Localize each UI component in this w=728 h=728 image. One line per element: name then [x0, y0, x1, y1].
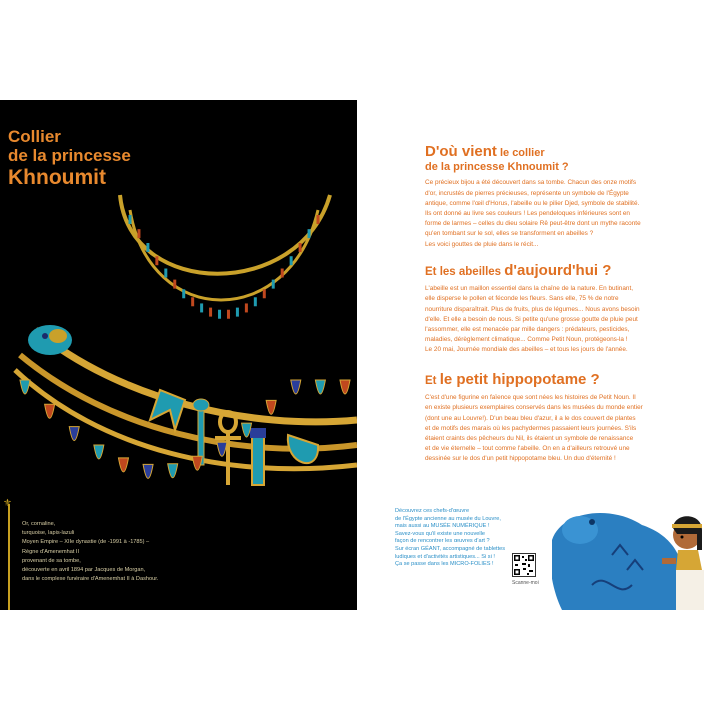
fleur-de-lis-icon: ⚜ — [3, 498, 12, 509]
teardrop-pendant — [45, 404, 55, 418]
pendant-bead — [218, 310, 221, 319]
teardrop-pendant — [118, 458, 128, 472]
paragraph-line: Ils ont donné au livre ses couleurs ! Les pendeloques inférieures sont en — [425, 209, 630, 217]
left-title — [8, 128, 131, 189]
qr-code-icon[interactable] — [512, 553, 536, 577]
right-page — [380, 100, 728, 610]
caption-line: Or, cornaline, — [22, 521, 56, 527]
section-hippopotame — [425, 370, 725, 465]
pendant-bead — [209, 308, 212, 317]
pendant-bead — [182, 289, 185, 298]
caption-line: Règne d'Amenemhat II — [22, 548, 80, 555]
heading-small: le collier — [496, 147, 545, 159]
heading-small: Et les abeilles — [425, 266, 505, 278]
pendant-bead — [299, 243, 302, 252]
promo-line: ludiques et d'activités artistiques... Si si ! — [395, 553, 495, 560]
pendant-bead — [281, 269, 284, 278]
section-paragraph — [425, 178, 725, 249]
paragraph-line: nourriture disparaîtrait. Plus de fruits, plus de légumes... Nous avons besoin — [425, 305, 640, 313]
paragraph-line: d'elle. Et elle a besoin de nous. Si petite qu'une grosse goutte de pluie peut — [425, 315, 638, 323]
paragraph-line: antique, comme l'œil d'Horus, l'abeille ou le pilier Djed, symbole de stabilité. — [425, 199, 640, 207]
promo-line: Ça se passe dans les MICRO-FOLIES ! — [395, 561, 494, 568]
caption-line: provenant de sa tombe, — [22, 557, 81, 564]
promo-line: façon de rencontrer les œuvres d'art ? — [395, 538, 490, 545]
teardrop-pendant — [192, 456, 202, 470]
teardrop-pendant — [217, 442, 227, 456]
heading-small: Et — [425, 375, 440, 387]
title-line-2: de la princesse — [8, 145, 131, 165]
promo-line: de l'Égypte ancienne au musée du Louvre, — [395, 515, 501, 522]
caption-line: Moyen Empire – XIIe dynastie (de -1991 à -1785) – — [22, 539, 150, 546]
pendant-bead — [272, 280, 275, 289]
paragraph-line: (dont une au Louvre!). D'un beau bleu d'azur, il a le dos couvert de plantes — [425, 414, 636, 422]
pendant-bead — [236, 308, 239, 317]
paragraph-line: et de vie éternelle – tout comme l'abeille. On en a d'ailleurs retrouvé une — [425, 445, 630, 453]
paragraph-line: Les voici gouttes de pluie dans le récit... — [425, 240, 539, 248]
paragraph-line: l'assommer, elle est menacée par mille dangers : prédateurs, pesticides, — [425, 326, 630, 333]
section-paragraph — [425, 284, 725, 355]
paragraph-line: forme de larmes – celles du dieu solaire Rê peut-être dont un mythe raconte — [425, 220, 641, 228]
paragraph-line: elle disperse le pollen et féconde les fleurs. Sans elle, 75 % de notre — [425, 295, 619, 303]
hippo-and-child-illustration — [552, 500, 728, 610]
caption-line: dans le complexe funéraire d'Amenemhat II à Dashour. — [22, 576, 159, 583]
heading-big: d'aujourd'hui ? — [504, 262, 612, 279]
pendant-bead — [317, 215, 320, 224]
promo-line: Découvrez ces chefs-d'œuvre — [395, 508, 470, 514]
micro-folie-promo — [395, 508, 525, 569]
section-heading — [425, 142, 725, 174]
caption-line: turquoise, lapis-lazuli — [22, 530, 75, 537]
teardrop-pendant — [168, 464, 178, 478]
paragraph-line: étaient craints des pêcheurs du Nil, ils étaient un symbole de renaissance — [425, 435, 634, 442]
teardrop-pendant — [340, 380, 350, 394]
promo-line: Savez-vous qu'il existe une nouvelle — [395, 530, 485, 537]
pendant-bead — [146, 243, 149, 252]
paragraph-line: et de motifs des marais où les pachydermes passaient leurs journées. S'ils — [425, 424, 637, 432]
title-line-1: Collier — [8, 127, 61, 146]
pendant-bead — [290, 256, 293, 265]
pendant-bead — [200, 303, 203, 312]
caption-line: découverte en avril 1894 par Jacques de Morgan, — [22, 567, 146, 574]
artwork-caption — [22, 520, 357, 584]
section-paragraph — [425, 393, 725, 464]
left-page-photo — [0, 100, 357, 610]
teardrop-pendant — [315, 380, 325, 394]
heading-line-2: de la princesse Khnoumit ? — [425, 161, 569, 174]
teardrop-pendant — [143, 464, 153, 478]
paragraph-line: maladies, dérèglement climatique... Comme Petit Noun, protégeons-la ! — [425, 336, 628, 344]
paragraph-line: L'abeille est un maillon essentiel dans la chaîne de la nature. En butinant, — [425, 285, 633, 293]
pendant-bead — [164, 269, 167, 278]
pendant-bead — [263, 289, 266, 298]
teardrop-pendant — [20, 380, 30, 394]
paragraph-line: qu'en tombant sur le sol, elles se transforment en abeilles ? — [425, 230, 594, 238]
pendant-bead — [227, 310, 230, 319]
section-abeilles — [425, 261, 725, 356]
section-heading — [425, 370, 725, 389]
paragraph-line: dessinée sur le dos d'un petit hippopotame bleu. Un duo d'éternité ! — [425, 455, 616, 463]
pendant-bead — [245, 303, 248, 312]
paragraph-line: d'or, incrustés de pierres précieuses, représente un symbole de l'Égypte — [425, 189, 629, 197]
caption-rule — [8, 504, 10, 610]
pendant-bead — [191, 297, 194, 306]
teardrop-pendant — [94, 445, 104, 459]
heading-big: le petit hippopotame ? — [439, 371, 600, 388]
teardrop-pendant — [291, 380, 301, 394]
paragraph-line: en existe plusieurs exemplaires conservés dans les musées du monde entier — [425, 404, 643, 412]
pendant-bead — [137, 229, 140, 238]
title-line-3: Khnoumit — [8, 166, 106, 190]
pendant-bead — [173, 280, 176, 289]
promo-line: mais aussi au MUSÉE NUMÉRIQUE ! — [395, 523, 490, 530]
teardrop-pendant — [69, 427, 79, 441]
paragraph-line: C'est d'une figurine en faïence que sont nées les histoires de Petit Noun. Il — [425, 394, 636, 402]
paragraph-line: Ce précieux bijou a été découvert dans sa tombe. Chacun des onze motifs — [425, 179, 637, 187]
pendant-bead — [129, 215, 132, 224]
section-heading — [425, 261, 725, 280]
promo-line: Sur écran GÉANT, accompagné de tablettes — [395, 545, 506, 552]
pendant-bead — [155, 256, 158, 265]
section-collier — [425, 142, 725, 250]
pendant-bead — [254, 297, 257, 306]
pendant-bead — [308, 229, 311, 238]
heading-big: D'où vient — [425, 143, 497, 160]
teardrop-pendant — [266, 400, 276, 414]
paragraph-line: Le 20 mai, Journée mondiale des abeilles – et tous les jours de l'année. — [425, 346, 628, 354]
qr-caption: Scanne-moi — [512, 580, 539, 586]
